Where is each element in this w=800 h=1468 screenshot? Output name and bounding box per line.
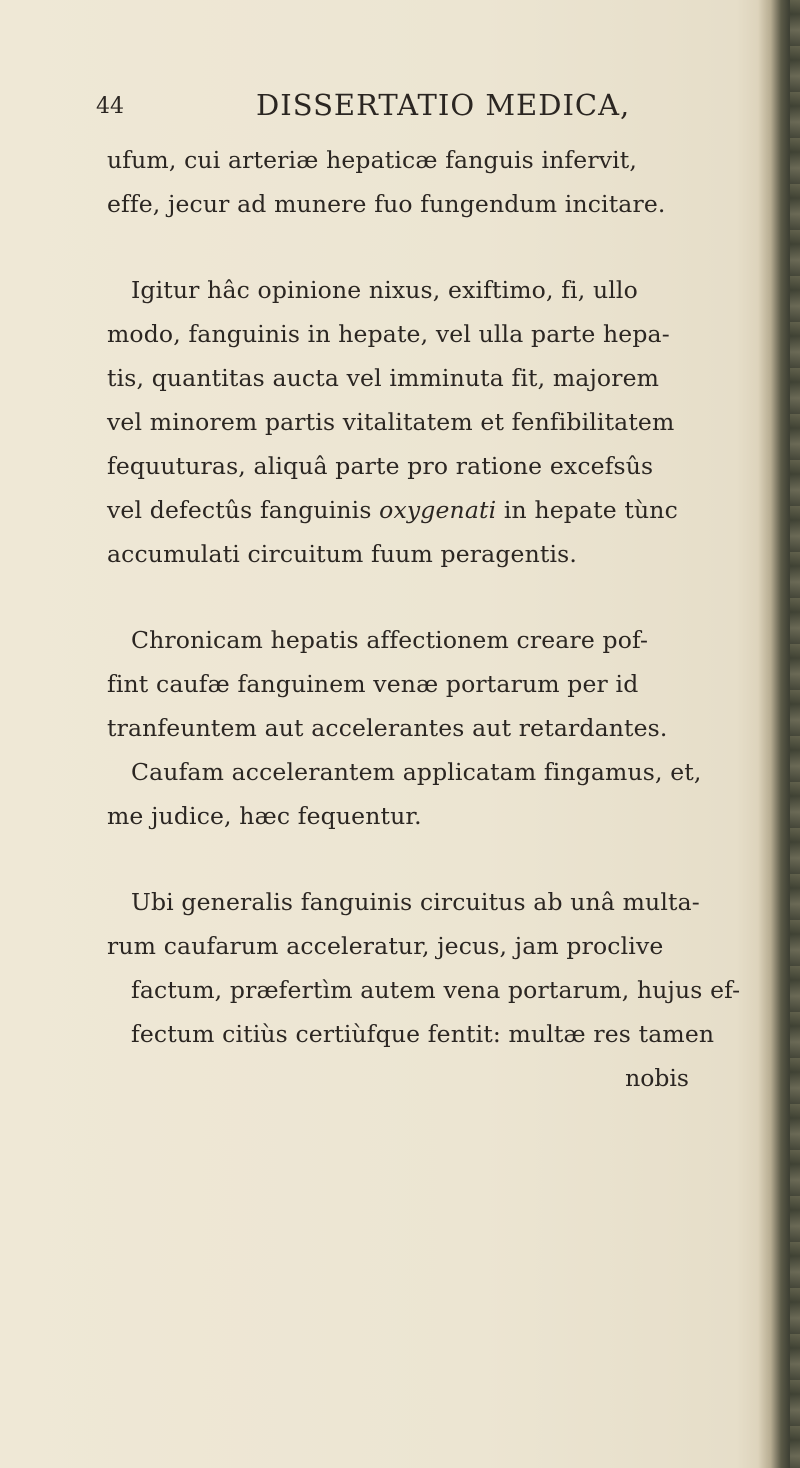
page-number: 44 <box>96 94 124 119</box>
text-line: modo, fanguinis in hepate, vel ulla parte hepa- <box>107 320 670 348</box>
text-line: ufum, cui arteriæ hepaticæ fanguis infervit, <box>107 146 638 174</box>
body-text <box>107 138 741 1100</box>
text-line: Caufam accelerantem applicatam fingamus, et, <box>131 758 702 786</box>
text-line: rum caufarum acceleratur, jecus, jam proclive <box>107 932 664 960</box>
text-line: tis, quantitas aucta vel imminuta fit, majorem <box>107 364 660 392</box>
text-segment: in hepate tùnc <box>496 496 678 524</box>
text-line: accumulati circuitum fuum peragentis. <box>107 540 577 568</box>
text-line: me judice, hæc fequentur. <box>107 802 422 830</box>
page-edge-texture <box>790 0 800 1468</box>
text-line: Chronicam hepatis affectionem creare pof- <box>131 626 649 654</box>
text-line: fequuturas, aliquâ parte pro ratione excefsûs <box>107 452 654 480</box>
text-line: fectum citiùs certiùfque fentit: multæ res tamen <box>131 1020 715 1048</box>
text-line: Igitur hâc opinione nixus, exiftimo, fi, ullo <box>131 276 638 304</box>
text-line: fint caufæ fanguinem venæ portarum per id <box>107 670 639 698</box>
running-title: DISSERTATIO MEDICA, <box>256 88 631 122</box>
text-line-mixed <box>107 488 707 532</box>
catchword: nobis <box>625 1064 689 1092</box>
text-line: Ubi generalis fanguinis circuitus ab unâ multa- <box>131 888 700 916</box>
italic-term: oxygenati <box>379 496 497 524</box>
text-line: tranfeuntem aut accelerantes aut retardantes. <box>107 714 668 742</box>
text-line: vel minorem partis vitalitatem et fenfibilitatem <box>107 408 675 436</box>
text-segment: vel defectûs fanguinis <box>107 496 380 524</box>
page-header <box>96 88 716 128</box>
text-line: factum, præfertìm autem vena portarum, hujus ef- <box>131 976 741 1004</box>
text-line: effe, jecur ad munere fuo fungendum incitare. <box>107 190 666 218</box>
